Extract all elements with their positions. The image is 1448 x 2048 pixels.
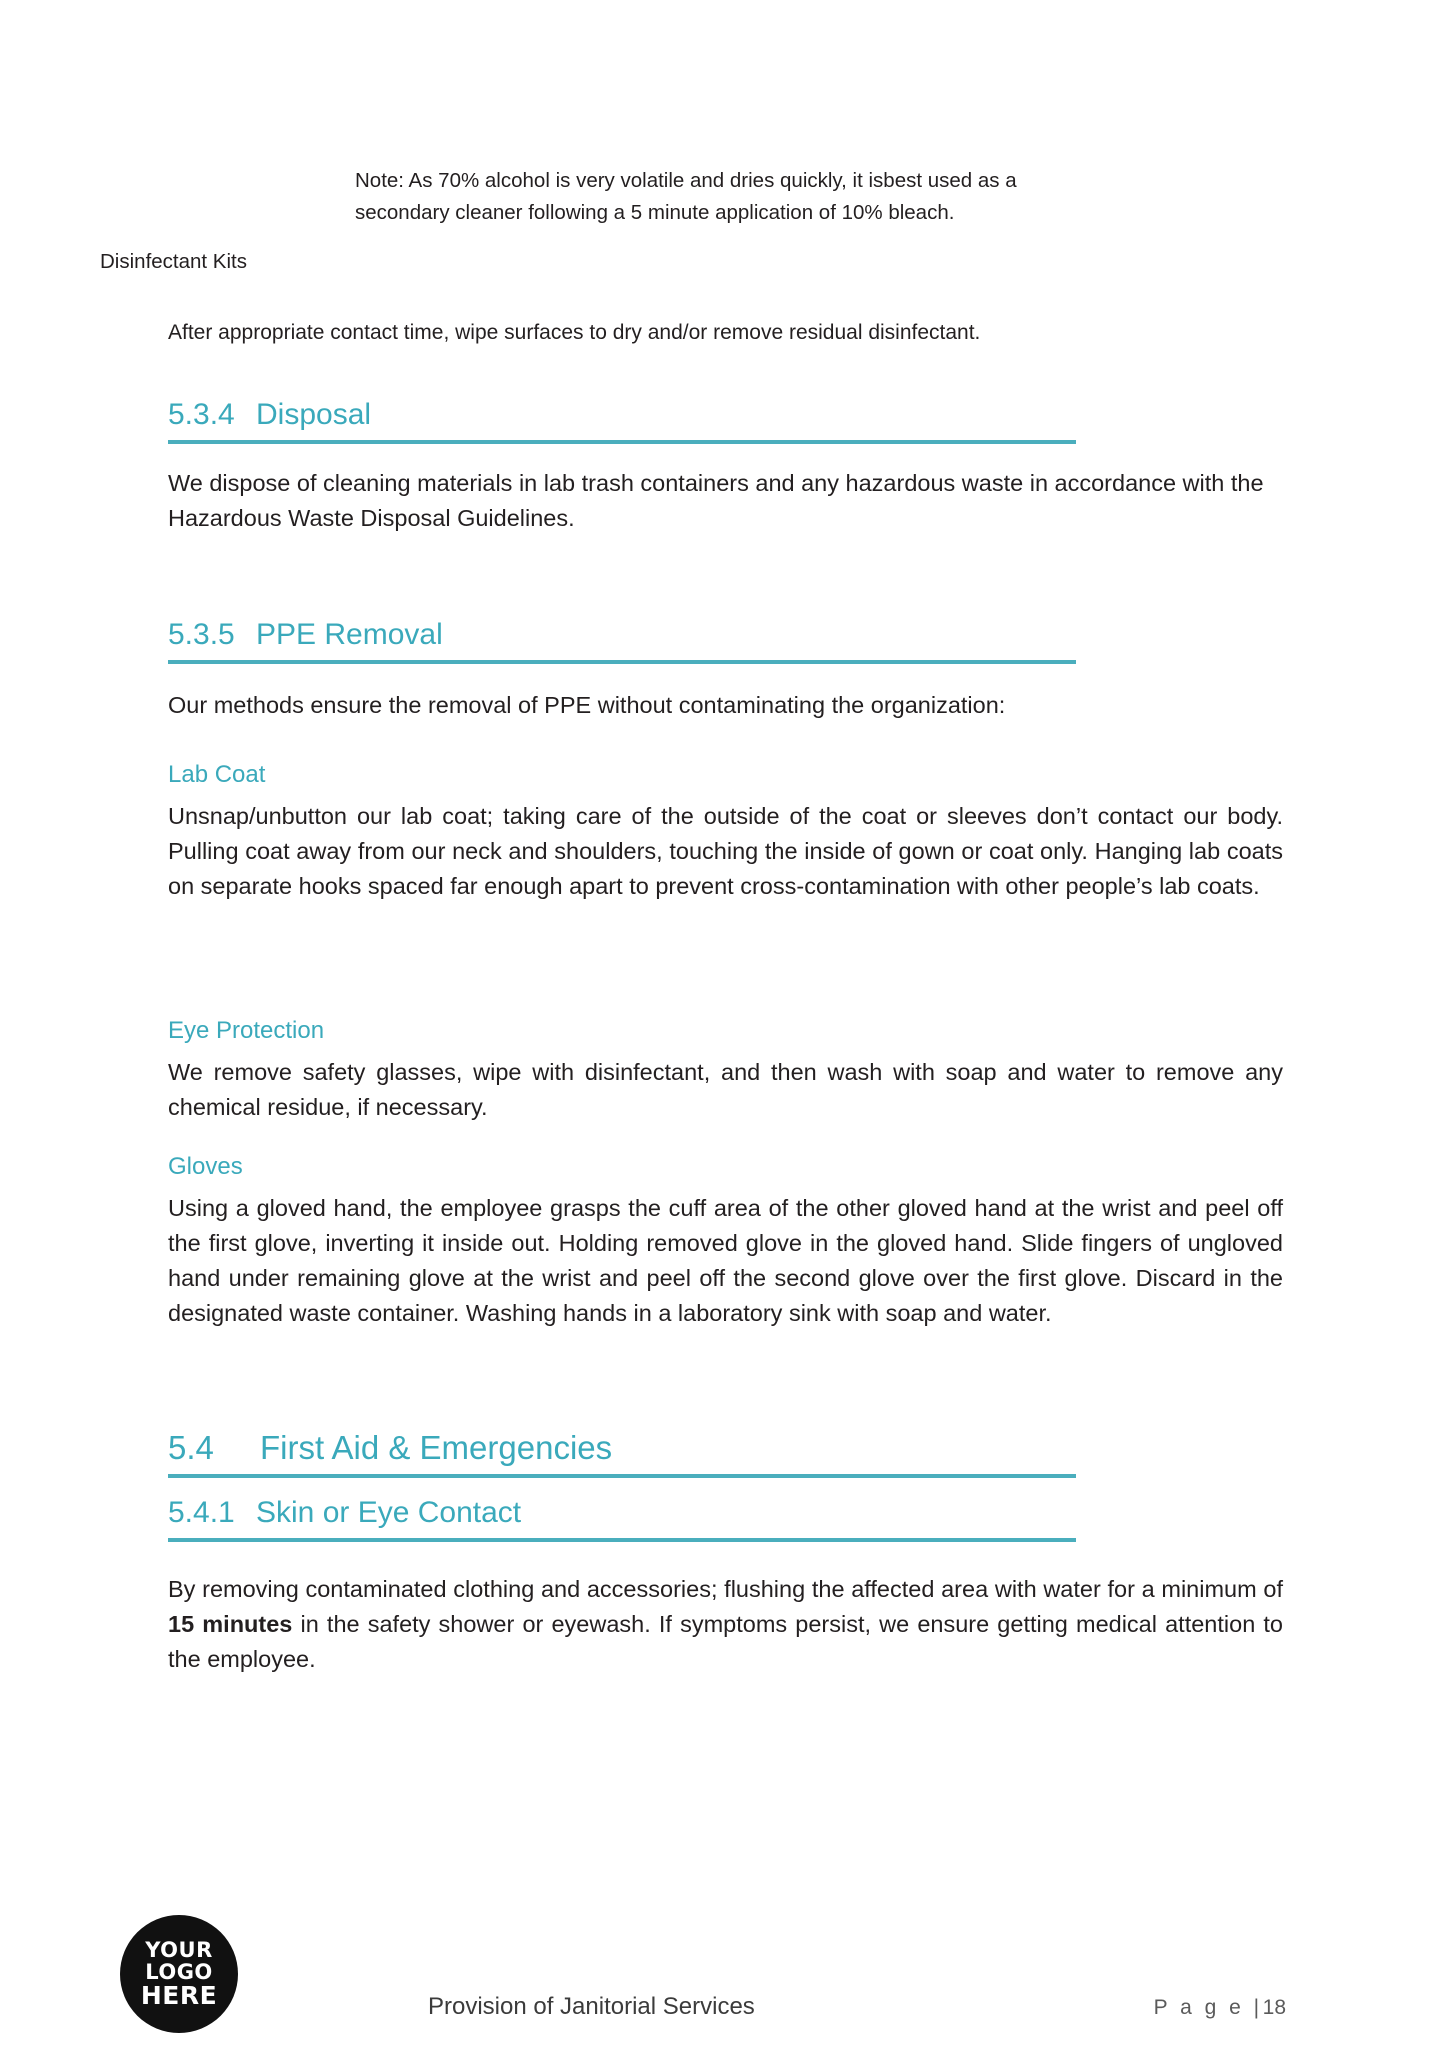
heading-5-4-title: First Aid & Emergencies xyxy=(260,1429,613,1466)
paragraph-part-1: By removing contaminated clothing and accessories; flushing the affected area with water for a minimum of xyxy=(168,1576,1283,1602)
section-first-aid xyxy=(168,1428,1283,1478)
subheading-lab-coat: Lab Coat xyxy=(168,761,266,788)
paragraph-bold-duration: 15 minutes xyxy=(168,1611,293,1637)
heading-5-3-4 xyxy=(168,396,1283,434)
footer-page-number xyxy=(1154,1996,1286,2020)
subsection-lab-coat xyxy=(168,760,1283,904)
section-ppe-removal xyxy=(168,616,1283,723)
heading-rule xyxy=(168,660,1076,664)
footer-page-prefix: P a g e | xyxy=(1153,1996,1263,2019)
footer-document-title: Provision of Janitorial Services xyxy=(428,1993,755,2020)
subheading-gloves: Gloves xyxy=(168,1153,243,1180)
logo-placeholder xyxy=(120,1915,238,2033)
logo-line-2: LOGO xyxy=(145,1959,213,1984)
heading-5-3-5 xyxy=(168,616,1283,654)
heading-rule xyxy=(168,1474,1076,1478)
heading-5-4-1-number: 5.4.1 xyxy=(168,1496,235,1529)
heading-5-4-number: 5.4 xyxy=(168,1429,214,1466)
heading-5-3-4-title: Disposal xyxy=(256,398,372,431)
heading-5-3-4-number: 5.3.4 xyxy=(168,398,235,431)
section-skin-eye-contact xyxy=(168,1494,1283,1677)
lab-coat-paragraph: Unsnap/unbutton our lab coat; taking care of the outside of the coat or sleeves don’t contact our body. Pulling coat away from our neck and shoulders, touching the inside of gown or coat only. Hanging lab coats on separate hooks spaced far enough apart to prevent cross-contamination with other people’s lab coats. xyxy=(168,803,1283,899)
eye-protection-paragraph: We remove safety glasses, wipe with disinfectant, and then wash with soap and water to remove any chemical residue, if necessary. xyxy=(168,1059,1283,1120)
gloves-paragraph: Using a gloved hand, the employee grasps the cuff area of the other gloved hand at the wrist and peel off the first glove, inverting it inside out. Holding removed glove in the gloved hand. Slide fingers of ungloved hand under remaining glove at the wrist and peel off the second glove over the first glove. Discard in the designated waste container. Washing hands in a laboratory sink with soap and water. xyxy=(168,1195,1283,1326)
contact-time-paragraph: After appropriate contact time, wipe surfaces to dry and/or remove residual disinfectant. xyxy=(168,321,981,344)
heading-5-4-1 xyxy=(168,1494,1283,1532)
heading-rule xyxy=(168,440,1076,444)
heading-5-4-1-title: Skin or Eye Contact xyxy=(256,1496,522,1529)
paragraph-part-2: in the safety shower or eyewash. If symptoms persist, we ensure getting medical attention to the employee. xyxy=(168,1611,1283,1672)
section-disposal xyxy=(168,396,1283,536)
skin-eye-contact-paragraph xyxy=(168,1572,1283,1677)
subsection-gloves xyxy=(168,1152,1283,1331)
disposal-paragraph: We dispose of cleaning materials in lab trash containers and any hazardous waste in accordance with the Hazardous Waste Disposal Guidelines. xyxy=(168,470,1264,531)
subsection-eye-protection xyxy=(168,1016,1283,1125)
logo-line-3: HERE xyxy=(140,1980,218,2010)
subheading-eye-protection: Eye Protection xyxy=(168,1017,325,1044)
heading-rule xyxy=(168,1538,1076,1542)
heading-5-3-5-title: PPE Removal xyxy=(256,618,443,651)
heading-5-4 xyxy=(168,1428,1283,1468)
ppe-intro-paragraph: Our methods ensure the removal of PPE without contaminating the organization: xyxy=(168,692,1006,718)
footer-page-value: 18 xyxy=(1262,1996,1286,2019)
alcohol-note: Note: As 70% alcohol is very volatile and dries quickly, it isbest used as a secondary cleaner following a 5 minute application of 10% bleach. xyxy=(355,169,1017,224)
logo-line-1: YOUR xyxy=(145,1937,213,1962)
heading-5-3-5-number: 5.3.5 xyxy=(168,618,235,651)
disinfectant-kits-caption: Disinfectant Kits xyxy=(100,250,247,273)
